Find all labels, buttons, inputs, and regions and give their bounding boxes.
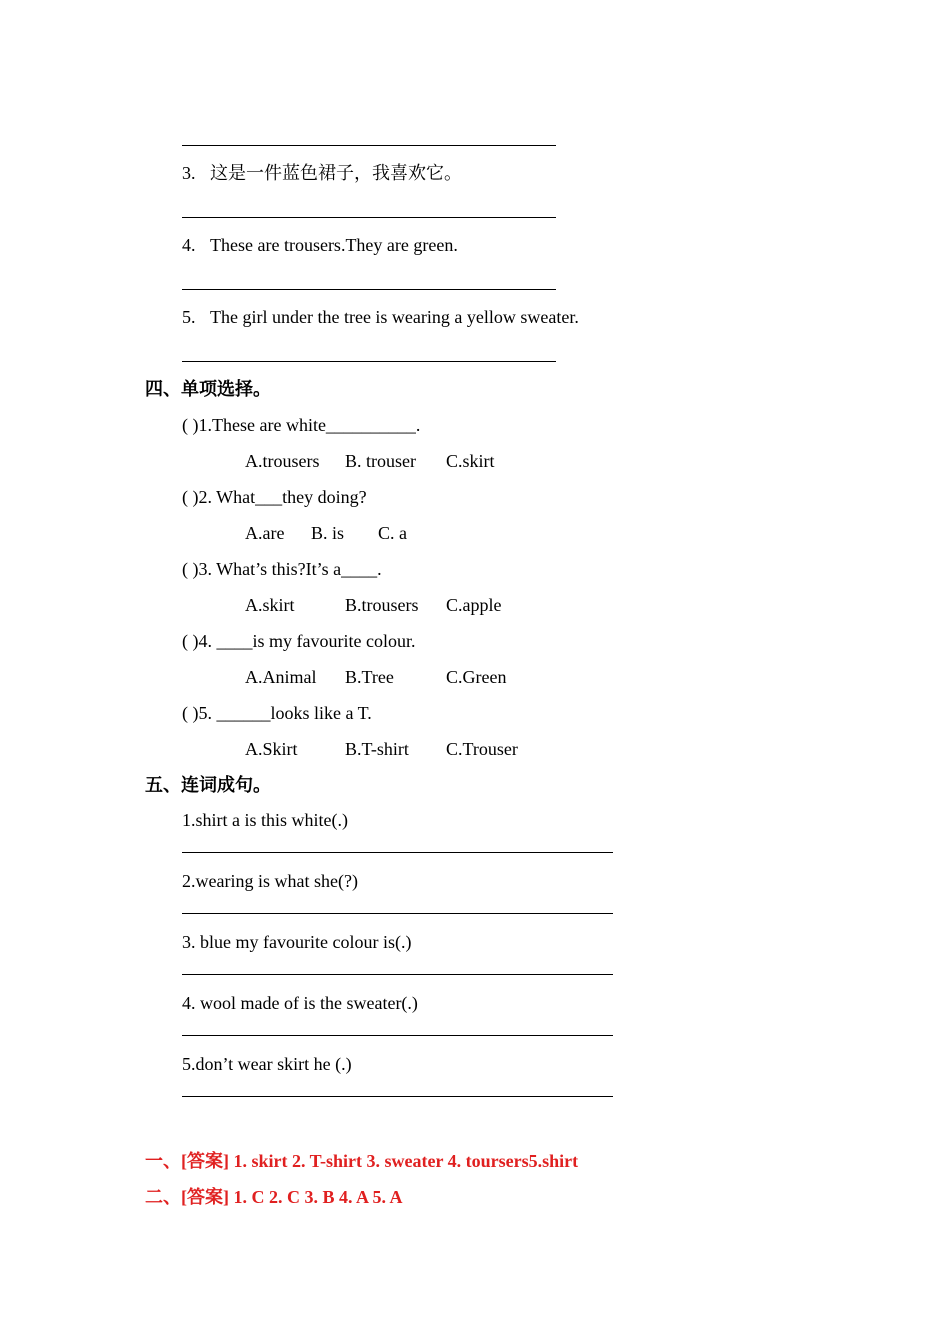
answer-content: 1. C 2. C 3. B 4. A 5. A bbox=[233, 1187, 403, 1207]
option-b: B.trousers bbox=[345, 595, 419, 615]
option-c: C.apple bbox=[446, 595, 502, 615]
question-stem: ( )1.These are white__________. bbox=[182, 415, 421, 435]
sentence-item: 5.don’t wear skirt he (.) bbox=[182, 1054, 352, 1074]
answer-line bbox=[182, 289, 556, 290]
option-a: A.Animal bbox=[245, 667, 317, 687]
section-four-heading: 四、单项选择。 bbox=[145, 379, 271, 399]
answer-label: [答案] bbox=[181, 1151, 229, 1171]
item-number: 4. bbox=[182, 235, 196, 255]
answer-line bbox=[182, 217, 556, 218]
answer-line bbox=[182, 361, 556, 362]
question-stem: ( )5. ______looks like a T. bbox=[182, 703, 372, 723]
item-text: These are trousers.They are green. bbox=[210, 235, 458, 255]
answer-line bbox=[182, 852, 613, 853]
option-c: C. a bbox=[378, 523, 407, 543]
answer-content: 1. skirt 2. T-shirt 3. sweater 4. toursers5.shirt bbox=[233, 1151, 579, 1171]
question-stem: ( )3. What’s this?It’s a____. bbox=[182, 559, 382, 579]
option-b: B.Tree bbox=[345, 667, 394, 687]
answer-line bbox=[182, 145, 556, 146]
sentence-item: 1.shirt a is this white(.) bbox=[182, 810, 348, 830]
item-number: 3. bbox=[182, 163, 196, 183]
answer-line bbox=[182, 1096, 613, 1097]
answer-prefix: 一、 bbox=[145, 1151, 181, 1171]
option-a: A.skirt bbox=[245, 595, 295, 615]
answer-prefix: 二、 bbox=[145, 1187, 181, 1207]
question-stem: ( )2. What___they doing? bbox=[182, 487, 367, 507]
item-number: 5. bbox=[182, 307, 196, 327]
option-c: C.Green bbox=[446, 667, 507, 687]
option-c: C.Trouser bbox=[446, 739, 518, 759]
option-c: C.skirt bbox=[446, 451, 495, 471]
translation-item-4 bbox=[182, 234, 458, 256]
translation-item-5 bbox=[182, 306, 579, 328]
answer-line bbox=[182, 1035, 613, 1036]
sentence-item: 4. wool made of is the sweater(.) bbox=[182, 993, 418, 1013]
answer-line bbox=[182, 913, 613, 914]
answer-label: [答案] bbox=[181, 1187, 229, 1207]
option-a: A.trousers bbox=[245, 451, 320, 471]
translation-item-3 bbox=[182, 162, 462, 184]
item-text: The girl under the tree is wearing a yellow sweater. bbox=[210, 307, 579, 327]
answer-line-1 bbox=[145, 1150, 578, 1172]
option-b: B.T-shirt bbox=[345, 739, 409, 759]
section-five-heading: 五、连词成句。 bbox=[145, 775, 271, 795]
option-b: B. is bbox=[311, 523, 345, 543]
question-stem: ( )4. ____is my favourite colour. bbox=[182, 631, 416, 651]
answer-line bbox=[182, 974, 613, 975]
option-a: A.Skirt bbox=[245, 739, 298, 759]
option-a: A.are bbox=[245, 523, 285, 543]
option-b: B. trouser bbox=[345, 451, 416, 471]
answer-line-2 bbox=[145, 1186, 403, 1208]
sentence-item: 3. blue my favourite colour is(.) bbox=[182, 932, 412, 952]
item-text: 这是一件蓝色裙子，我喜欢它。 bbox=[210, 163, 462, 183]
sentence-item: 2.wearing is what she(?) bbox=[182, 871, 358, 891]
